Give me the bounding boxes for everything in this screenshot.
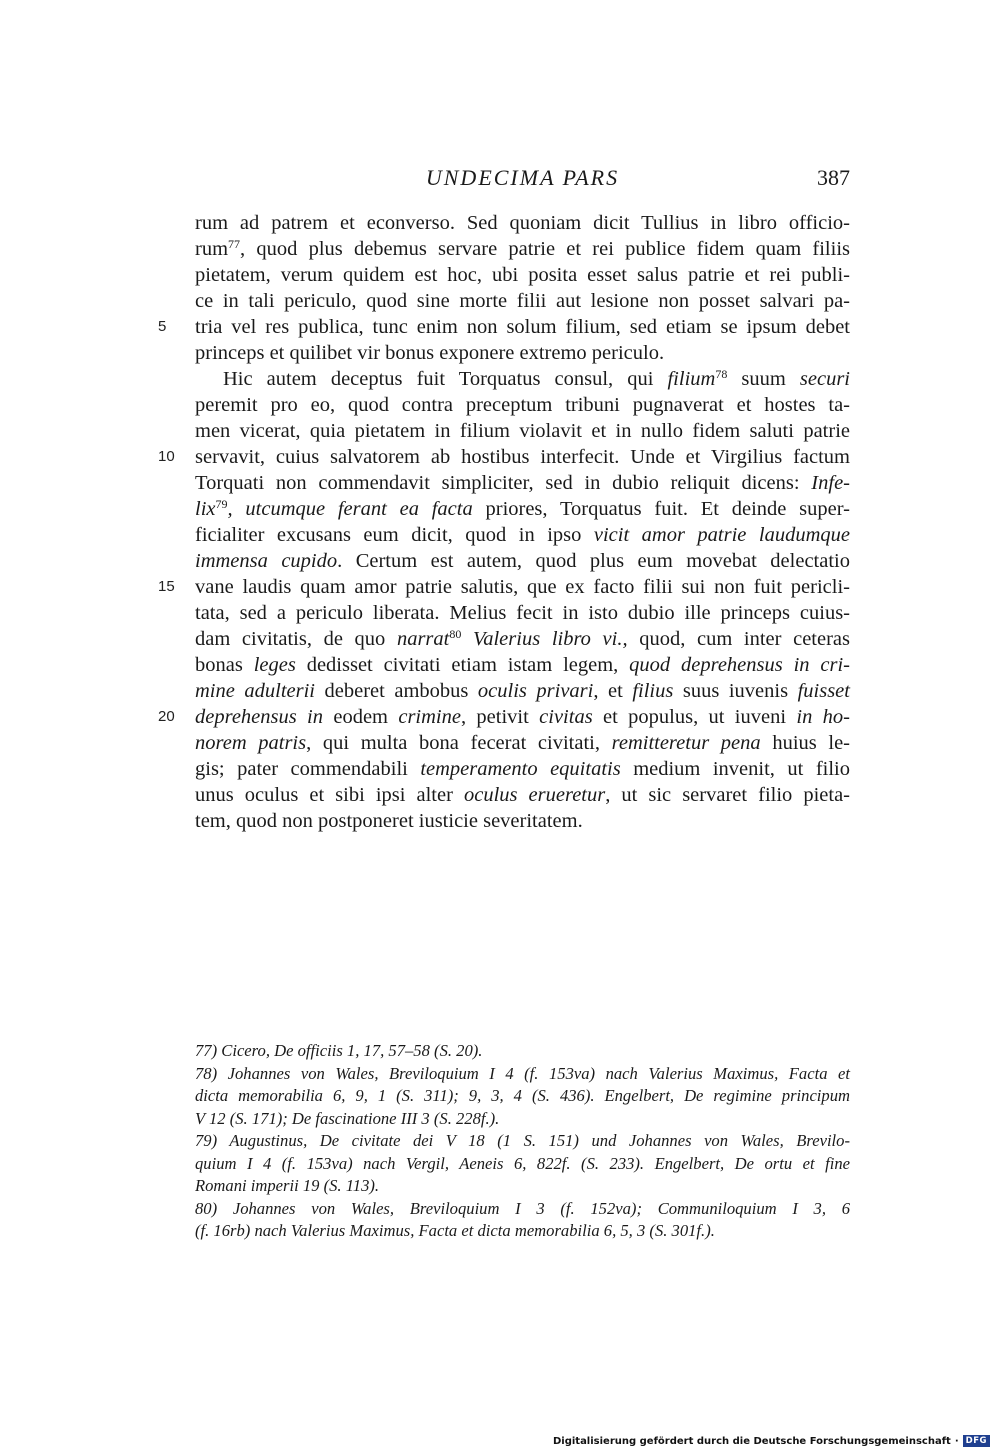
page-number: 387	[817, 165, 850, 190]
text-line: tem, quod non postponeret iusticie severitatem.	[195, 810, 583, 832]
line-number: 5	[158, 318, 167, 335]
body-text	[158, 210, 851, 834]
text-line: mine adulterii deberet ambobus oculis privari, et filius suus iuvenis fuisset	[195, 680, 850, 702]
digitization-footer: Digitalisierung gefördert durch die Deutsche Forschungsgemeinschaft · DFG	[553, 1434, 990, 1448]
text-line: princeps et quilibet vir bonus exponere extremo periculo.	[195, 342, 665, 364]
footnotes	[195, 1040, 850, 1243]
text-line: rum$^{77}$, quod plus debemus servare patrie et rei publice fidem quam filiis	[195, 237, 850, 260]
footnote-77: 77) Cicero, De officiis 1, 17, 57–58 (S. 20).	[195, 1041, 483, 1060]
footnote-ref: 79	[215, 497, 228, 511]
footnote-ref: 77	[228, 237, 241, 251]
text-line: gis; pater commendabili temperamento equitatis medium invenit, ut filio	[195, 758, 850, 780]
text-line: 15 vane laudis quam amor patrie salutis, que ex facto filii sui non fuit pericli-	[158, 576, 850, 598]
text-line: peremit pro eo, quod contra preceptum tribuni pugnaverat et hostes ta-	[195, 394, 850, 416]
text-line: men vicerat, quia pietatem in filium violavit et in nullo fidem saluti patrie	[195, 420, 850, 442]
text-line: Hic autem deceptus fuit Torquatus consul, qui filium$^{78}$ suum securi	[223, 367, 850, 390]
text-line: bonas leges dedisset civitati etiam istam legem, quod deprehensus in cri-	[195, 654, 851, 676]
text-line: pietatem, verum quidem est hoc, ubi posita esset salus patrie et rei publi-	[195, 264, 850, 286]
text-line: Torquati non commendavit simpliciter, sed in dubio reliquit dicens: Infe-	[195, 472, 850, 494]
text-line: 5 tria vel res publica, tunc enim non solum filium, sed etiam se ipsum debet	[158, 316, 850, 338]
line-number: 20	[158, 708, 175, 725]
text-line: 20 deprehensus in eodem crimine, petivit civitas et populus, ut iuveni in ho-	[158, 706, 850, 728]
text-line: tata, sed a periculo liberata. Melius fecit in isto dubio ille princeps cuius-	[195, 602, 850, 624]
text-line: unus oculus et sibi ipsi alter oculus erueretur, ut sic servaret filio pieta-	[195, 784, 850, 806]
running-title: UNDECIMA PARS	[425, 165, 620, 190]
text-line: ce in tali periculo, quod sine morte filii aut lesione non posset salvari pa-	[195, 290, 850, 312]
line-number: 10	[158, 448, 175, 465]
text-line: 10 servavit, cuius salvatorem ab hostibus interfecit. Unde et Virgilius factum	[158, 446, 850, 468]
footnote-79: 79) Augustinus, De civitate dei V 18 (1 S. 151) und Johannes von Wales, Brevilo- quium I 4 (f. 153va) nach Vergil, Aeneis 6, 822f. (S. 233). Engelbert, De ortu et fine Romani imperii 19 (S. 113).	[195, 1131, 850, 1195]
footnote-80: 80) Johannes von Wales, Breviloquium I 3 (f. 152va); Communiloquium I 3, 6 (f. 16rb) nach Valerius Maximus, Facta et dicta memorabilia 6, 5, 3 (S. 301f.).	[195, 1198, 850, 1240]
text-line: rum ad patrem et econverso. Sed quoniam dicit Tullius in libro officio-	[195, 212, 850, 234]
footnote-ref: 80	[449, 627, 462, 641]
text-line: norem patris, qui multa bona fecerat civitati, remitteretur pena huius le-	[195, 732, 851, 754]
running-head	[195, 164, 850, 192]
text-line: ficialiter excusans eum dicit, quod in ipso vicit amor patrie laudumque	[195, 524, 850, 546]
footnote-ref: 78	[715, 367, 728, 381]
text-line: lix$^{79}$, utcumque ferant ea facta priores, Torquatus fuit. Et deinde super-	[195, 497, 850, 520]
text-line: dam civitatis, de quo narrat$^{80}$ Valerius libro vi., quod, cum inter ceteras	[195, 627, 851, 650]
dfg-logo-icon: DFG	[963, 1435, 990, 1447]
line-number: 15	[158, 578, 175, 595]
footnote-78: 78) Johannes von Wales, Breviloquium I 4 (f. 153va) nach Valerius Maximus, Facta et dicta memorabilia 6, 9, 1 (S. 311); 9, 3, 4 (S. 436). Engelbert, De regimine principum V 12 (S. 171); De fascinatione III 3 (S. 228f.).	[195, 1063, 850, 1128]
text-line: immensa cupido. Certum est autem, quod plus eum movebat delectatio	[195, 550, 850, 572]
digitization-note: Digitalisierung gefördert durch die Deutsche Forschungsgemeinschaft	[552, 1435, 951, 1447]
